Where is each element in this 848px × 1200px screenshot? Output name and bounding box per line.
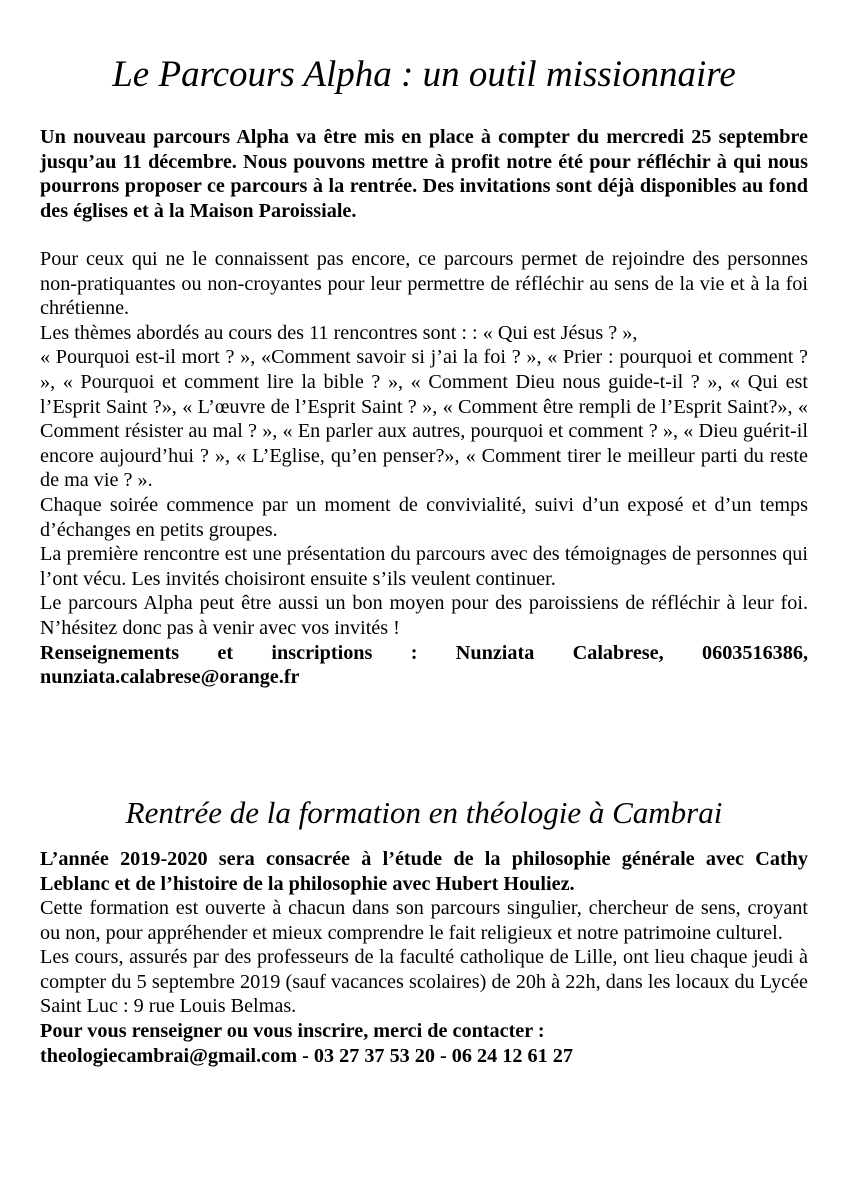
section-alpha-themes-intro: Les thèmes abordés au cours des 11 rencontres sont : : « Qui est Jésus ? »,	[40, 321, 638, 344]
section-theologie-intro	[40, 847, 808, 896]
section-theologie-intro-text: L’année 2019-2020 sera consacrée à l’étude de la philosophie générale avec Cathy Leblanc et de l’histoire de la philosophie avec Hubert Houliez.	[40, 848, 808, 895]
section-alpha-paragraph-2: Chaque soirée commence par un moment de convivialité, suivi d’un exposé et d’un temps d’échanges en petits groupes.	[40, 493, 808, 541]
section-alpha-body	[40, 247, 808, 690]
section-theologie-body	[40, 896, 808, 1068]
section-alpha-paragraph-4: Le parcours Alpha peut être aussi un bon moyen pour des paroissiens de réfléchir à leur foi. N’hésitez donc pas à venir avec vos invités !	[40, 592, 808, 639]
section-theologie-paragraph-2: Les cours, assurés par des professeurs de la faculté catholique de Lille, ont lieu chaque jeudi à compter du 5 septembre 2019 (sauf vacances scolaires) de 20h à 22h, dans les locaux du Lycée Saint Luc : 9 rue Louis Belmas.	[40, 946, 808, 1018]
section-alpha-themes-list: « Pourquoi est-il mort ? », «Comment savoir si j’ai la foi ? », « Prier : pourquoi et comment ? », « Pourquoi et comment lire la bible ? », « Comment Dieu nous guide-t-il ? », « Qui est l’Esprit Saint ?», « L’œuvre de l’Esprit Saint ? », « Comment être rempli de l’Esprit Saint?», « Comment résister au mal ? », « En parler aux autres, pourquoi et comment ? », « Dieu guérit-il encore aujourd’hui ? », « L’Eglise, qu’en penser?», « Comment tirer le meilleur parti du reste de ma vie ? ».	[40, 346, 808, 492]
section-alpha-contact-email: nunziata.calabrese@orange.fr	[40, 666, 300, 689]
section-alpha-intro	[40, 125, 808, 223]
section-theologie-paragraph-1: Cette formation est ouverte à chacun dans son parcours singulier, chercheur de sens, croyant ou non, pour appréhender et mieux comprendre le fait religieux et notre patrimoine culturel.	[40, 897, 808, 944]
section-theologie-contact-details: theologiecambrai@gmail.com - 03 27 37 53 20 - 06 24 12 61 27	[40, 1044, 573, 1067]
section-alpha-contact-line: Renseignements et inscriptions : Nunziata Calabrese, 0603516386,	[40, 641, 808, 664]
section-alpha-paragraph-1: Pour ceux qui ne le connaissent pas encore, ce parcours permet de rejoindre des personnes non-pratiquantes ou non-croyantes pour leur permettre de réfléchir au sens de la vie et à la foi chrétienne.	[40, 248, 808, 320]
section-alpha-intro-text: Un nouveau parcours Alpha va être mis en place à compter du mercredi 25 septembre jusqu’au 11 décembre. Nous pouvons mettre à profit notre été pour réfléchir à qui nous pourrons proposer ce parcours à la rentrée. Des invitations sont déjà disponibles au fond des églises et à la Maison Paroissiale.	[40, 126, 808, 222]
section-alpha-paragraph-3: La première rencontre est une présentation du parcours avec des témoignages de personnes qui l’ont vécu. Les invités choisiront ensuite s’ils veulent continuer.	[40, 543, 808, 590]
section-theologie-title: Rentrée de la formation en théologie à Cambrai	[125, 795, 723, 830]
section-theologie-contact-line: Pour vous renseigner ou vous inscrire, merci de contacter :	[40, 1019, 545, 1042]
section-alpha-title: Le Parcours Alpha : un outil missionnaire	[112, 54, 736, 95]
